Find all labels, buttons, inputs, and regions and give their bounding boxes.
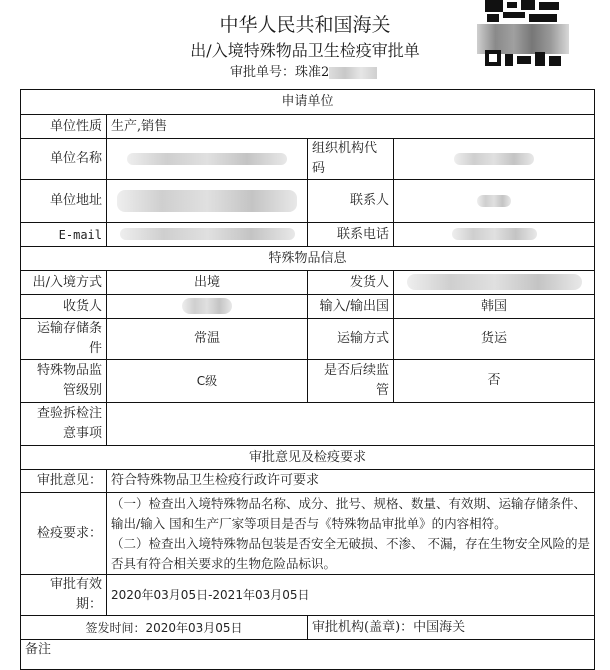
contact-value [394,180,595,223]
quarantine-item-1: （一）检查出入境特殊物品名称、成分、批号、规格、数量、有效期、运输存储条件、输出/输入 国和生产厂家等项目是否与《特殊物品审批单》的内容相符。 [111,495,587,531]
shipper-label: 发货人 [308,271,394,295]
redacted-unit-name [127,153,287,165]
transport-label: 运输方式 [308,319,394,360]
inspection-notes-value [107,403,595,446]
inspection-notes-label: 查验拆检注意事项 [21,403,107,446]
redacted-unit-address [117,190,297,212]
consignee-label: 收货人 [21,295,107,319]
entry-mode-value: 出境 [107,271,308,295]
approval-form-table [20,89,595,670]
validity-value: 2020年03月05日-2021年03月05日 [107,575,595,616]
document-header [0,0,610,88]
storage-label: 运输存储条件 [21,319,107,360]
followup-label: 是否后续监管 [308,360,394,403]
org-code-value [394,139,595,180]
validity-label: 审批有效期： [21,575,107,616]
unit-name-label: 单位名称 [21,139,107,180]
unit-nature-label: 单位性质 [21,115,107,139]
opinion-value: 符合特殊物品卫生检疫行政许可要求 [107,470,595,493]
redacted-contact [477,195,511,207]
quarantine-item-2: （二）检查出入境特殊物品包装是否安全无破损、不渗、 不漏，存在生物安全风险的是否具有符合相关要求的生物危险品标识。 [111,535,590,571]
entry-mode-label: 出/入境方式 [21,271,107,295]
level-label: 特殊物品监管级别 [21,360,107,403]
followup-value: 否 [394,360,595,403]
redacted-consignee [182,298,232,314]
remarks: 备注 [21,640,595,670]
approval-number [230,61,377,80]
shipper-value [394,271,595,295]
org-title: 中华人民共和国海关 [219,14,391,36]
email-value [107,223,308,247]
unit-nature-value: 生产,销售 [107,115,595,139]
section-applicant: 申请单位 [21,90,595,115]
unit-name-value [107,139,308,180]
quarantine-requirements [107,493,595,575]
org-code-label: 组织机构代码 [308,139,394,180]
phone-label: 联系电话 [308,223,394,247]
qr-code-icon [483,0,563,72]
approval-authority: 审批机构(盖章)：中国海关 [308,616,595,640]
country-label: 输入/输出国 [308,295,394,319]
level-value: C级 [107,360,308,403]
section-goods: 特殊物品信息 [21,247,595,271]
section-approval: 审批意见及检疫要求 [21,446,595,470]
redacted-shipper [407,274,582,290]
opinion-label: 审批意见： [21,470,107,493]
redacted-approval-number [329,67,377,79]
phone-value [394,223,595,247]
unit-address-label: 单位地址 [21,180,107,223]
country-value: 韩国 [394,295,595,319]
approval-number-label: 审批单号： [230,65,296,80]
redacted-email [120,228,295,240]
approval-number-prefix: 珠准2 [295,65,330,80]
document-title: 出/入境特殊物品卫生检疫审批单 [190,41,420,60]
transport-value: 货运 [394,319,595,360]
issue-time: 签发时间：2020年03月05日 [21,616,308,640]
email-label: E-mail [21,223,107,247]
consignee-value [107,295,308,319]
redacted-phone [452,228,537,240]
redacted-org-code [454,153,534,165]
unit-address-value [107,180,308,223]
contact-label: 联系人 [308,180,394,223]
storage-value: 常温 [107,319,308,360]
quarantine-label: 检疫要求： [21,493,107,575]
